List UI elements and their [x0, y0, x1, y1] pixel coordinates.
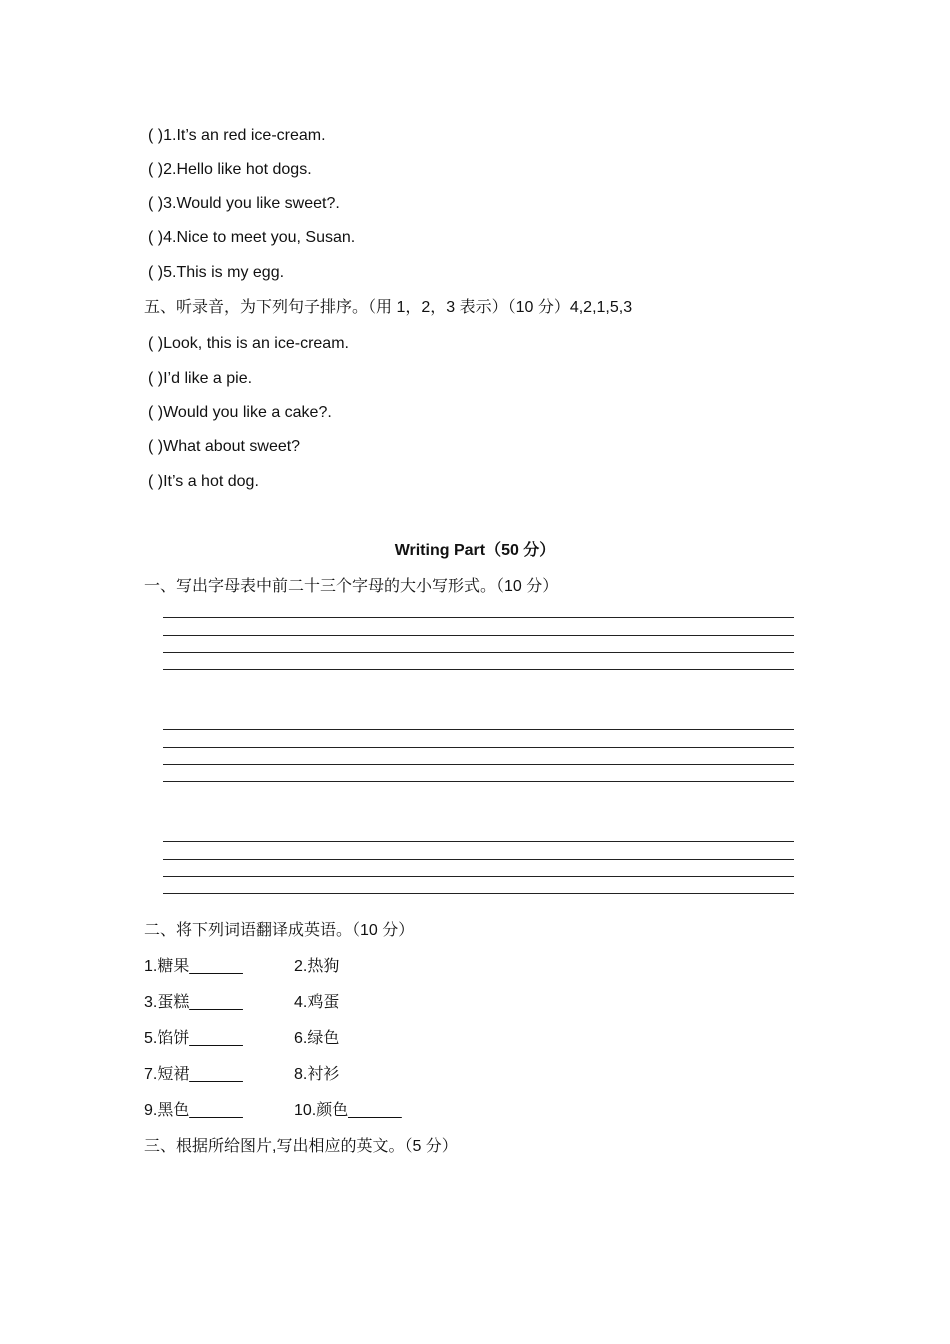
judgement-item-2: [148, 160, 312, 180]
ordering-item-5: [148, 472, 259, 492]
translation-row-3: [144, 1029, 340, 1049]
translation-row-2: [144, 993, 340, 1013]
grid-line: [163, 617, 794, 618]
grid-line: [163, 876, 794, 877]
translation-row-5: [144, 1101, 402, 1121]
translation-item[interactable]: 10.颜色______: [294, 1102, 402, 1119]
item-text: 2.Hello like hot dogs.: [163, 161, 312, 178]
grid-line: [163, 652, 794, 653]
answer-bracket[interactable]: ( ): [148, 370, 164, 387]
item-text: I’d like a pie.: [163, 370, 253, 387]
translation-row-4: [144, 1065, 340, 1085]
answer-bracket[interactable]: ( ): [148, 473, 164, 490]
grid-line: [163, 635, 794, 636]
translation-item[interactable]: 6.绿色: [294, 1030, 340, 1047]
ordering-item-1: [148, 334, 349, 354]
item-text: Look, this is an ice-cream.: [163, 335, 349, 352]
item-text: Would you like a cake?.: [163, 404, 332, 421]
grid-line: [163, 781, 794, 782]
writing-part3-heading: 三、根据所给图片,写出相应的英文。（5 分）: [144, 1138, 458, 1155]
item-text: It’s a hot dog.: [163, 473, 259, 490]
section5-heading: 五、听录音，为下列句子排序。（用 1，2，3 表示）（10 分）4,2,1,5,3: [144, 299, 633, 316]
grid-line: [163, 893, 794, 894]
item-text: What about sweet?: [163, 438, 301, 455]
grid-line: [163, 841, 794, 842]
translation-row-1: [144, 957, 340, 977]
ordering-item-2: [148, 369, 252, 389]
answer-bracket[interactable]: ( ): [148, 404, 164, 421]
translation-item[interactable]: 2.热狗: [294, 958, 340, 975]
writing-part1-heading: 一、写出字母表中前二十三个字母的大小写形式。（10 分）: [144, 578, 559, 595]
item-text: 1.It’s an red ice-cream.: [163, 127, 326, 144]
answer-bracket[interactable]: ( ): [148, 335, 164, 352]
answer-bracket[interactable]: ( ): [148, 229, 164, 246]
judgement-item-3: [148, 194, 340, 214]
ordering-item-4: [148, 437, 300, 457]
answer-bracket[interactable]: ( ): [148, 195, 164, 212]
item-text: 5.This is my egg.: [163, 264, 285, 281]
translation-item[interactable]: 5.馅饼______: [144, 1030, 243, 1047]
judgement-item-4: [148, 228, 355, 248]
grid-line: [163, 859, 794, 860]
answer-bracket[interactable]: ( ): [148, 264, 164, 281]
translation-item[interactable]: 7.短裙______: [144, 1066, 243, 1083]
grid-line: [163, 669, 794, 670]
answer-bracket[interactable]: ( ): [148, 161, 164, 178]
judgement-item-5: [148, 263, 284, 283]
item-text: 4.Nice to meet you, Susan.: [163, 229, 356, 246]
translation-item[interactable]: 1.糖果______: [144, 958, 243, 975]
item-text: 3.Would you like sweet?.: [163, 195, 340, 212]
writing-part2-heading: 二、将下列词语翻译成英语。（10 分）: [144, 922, 415, 939]
ordering-item-3: [148, 403, 332, 423]
grid-line: [163, 729, 794, 730]
answer-bracket[interactable]: ( ): [148, 127, 164, 144]
grid-line: [163, 764, 794, 765]
answer-bracket[interactable]: ( ): [148, 438, 164, 455]
grid-line: [163, 747, 794, 748]
translation-item[interactable]: 8.衬衫: [294, 1066, 340, 1083]
writing-part-title: Writing Part（50 分）: [394, 542, 556, 559]
translation-item[interactable]: 9.黑色______: [144, 1102, 243, 1119]
translation-item[interactable]: 4.鸡蛋: [294, 994, 340, 1011]
judgement-item-1: [148, 126, 326, 146]
translation-item[interactable]: 3.蛋糕______: [144, 994, 243, 1011]
